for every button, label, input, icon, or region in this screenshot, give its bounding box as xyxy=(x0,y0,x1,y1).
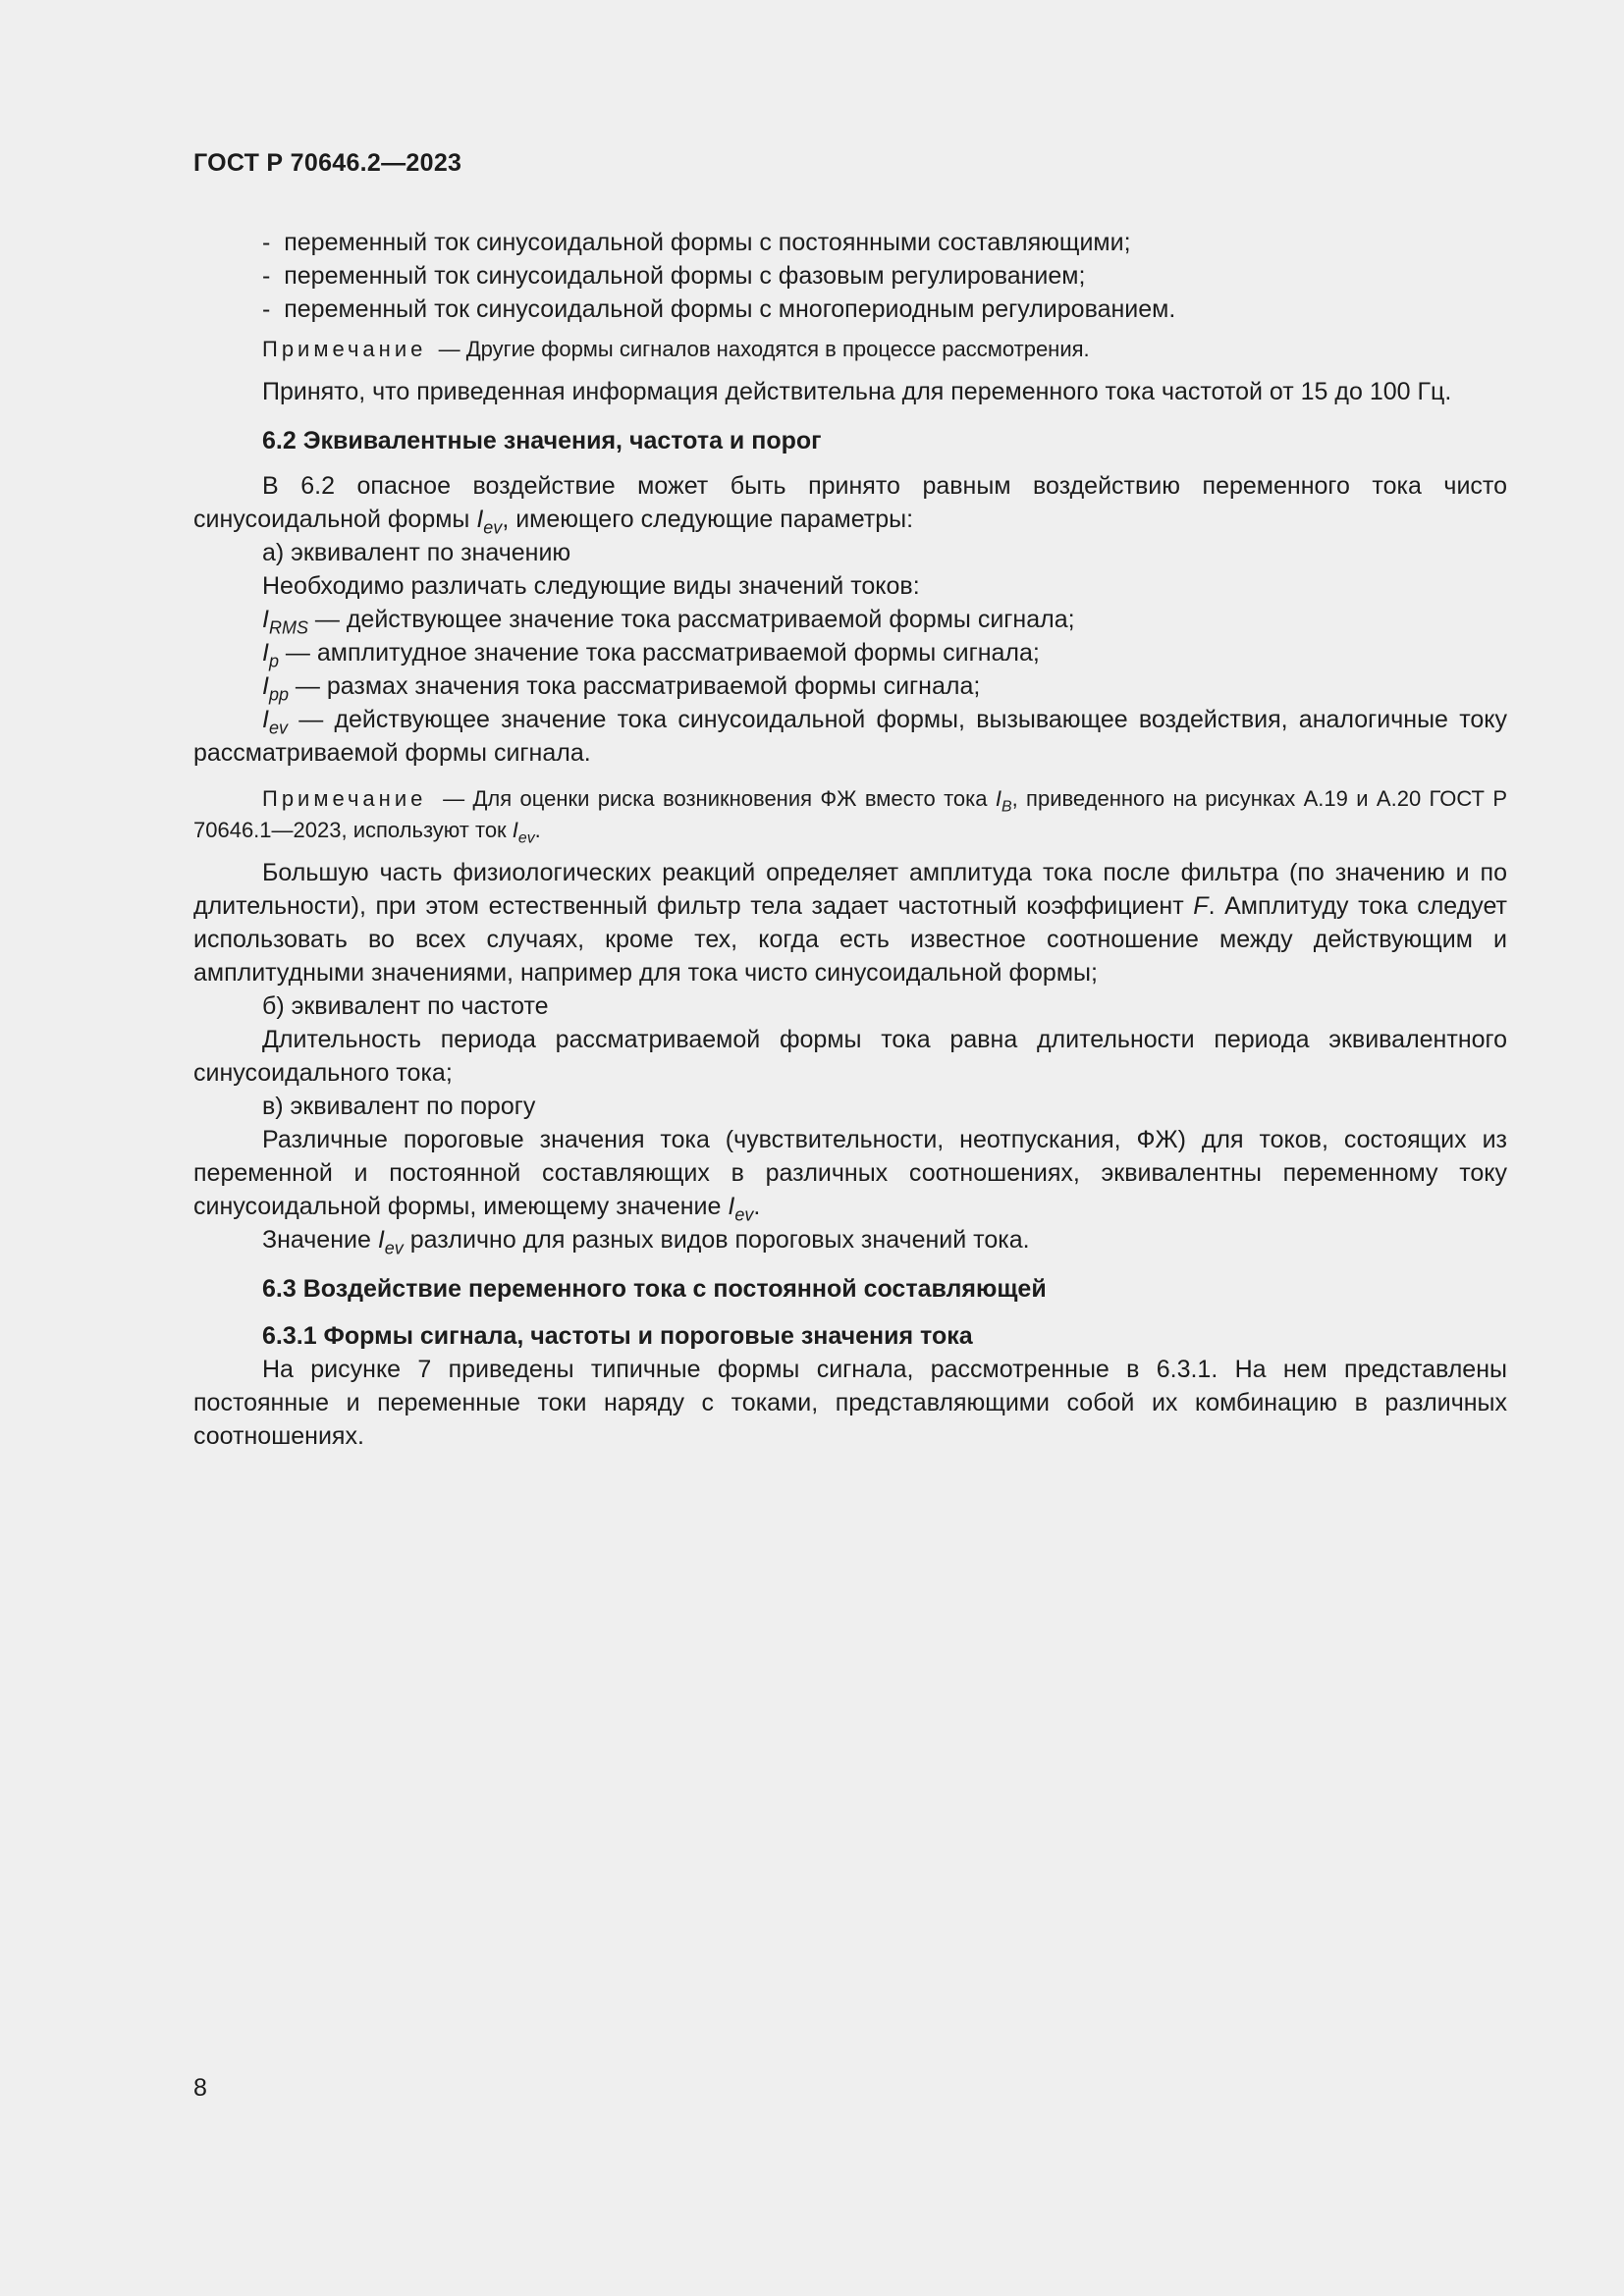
list-item-text: переменный ток синусоидальной формы с многопериодным регулированием. xyxy=(284,295,1176,323)
list-item-text: переменный ток синусоидальной формы с фазовым регулированием; xyxy=(284,262,1086,290)
list-item xyxy=(193,226,1507,259)
definition-text: — действующее значение тока рассматриваемой формы сигнала; xyxy=(307,606,1075,633)
symbol-f: F xyxy=(1193,892,1209,920)
note-label: Примечание xyxy=(262,786,427,811)
paragraph-text: Значение xyxy=(262,1226,378,1254)
list-marker: - xyxy=(262,229,271,256)
symbol-subscript: ev xyxy=(517,829,535,847)
subsection-heading-6-3-1: 6.3.1 Формы сигнала, частоты и пороговые значения тока xyxy=(262,1322,973,1350)
symbol-i: I xyxy=(262,672,269,700)
paragraph-intro xyxy=(193,469,1507,536)
paragraph-kinds: Необходимо различать следующие виды значений токов: xyxy=(262,572,920,600)
paragraph-figure: На рисунке 7 приведены типичные формы сигнала, рассмотренные в 6.3.1. На нем представлены постоянные и переменные токи наряду с токами, представляющими собой их комбинацию в различных соотношениях. xyxy=(193,1356,1507,1450)
symbol-i: I xyxy=(512,818,518,842)
note-text: . xyxy=(534,818,541,842)
note-paragraph xyxy=(193,783,1507,846)
symbol-i: I xyxy=(377,1226,385,1254)
symbol-i: I xyxy=(728,1193,735,1220)
paragraph-value xyxy=(193,1223,1507,1256)
item-b: б) эквивалент по частоте xyxy=(262,992,549,1020)
paragraph-text: Большую часть физиологических реакций определяет амплитуда тока после фильтра (по значению и по длительности), при этом естественный фильтр тела задает частотный коэффициент xyxy=(193,859,1507,920)
section-heading-6-3: 6.3 Воздействие переменного тока с постоянной составляющей xyxy=(262,1275,1047,1303)
symbol-subscript: ev xyxy=(268,718,288,738)
symbol-subscript: B xyxy=(1001,798,1012,816)
item-c: в) эквивалент по порогу xyxy=(262,1093,536,1120)
item-a: а) эквивалент по значению xyxy=(262,539,571,566)
paragraph-text: . xyxy=(753,1193,761,1220)
symbol-subscript: RMS xyxy=(268,617,308,638)
symbol-subscript: ev xyxy=(483,517,503,538)
paragraph-frequency: Принято, что приведенная информация действительна для переменного тока частотой от 15 до 100 Гц. xyxy=(262,378,1452,405)
note-label: Примечание xyxy=(262,337,427,361)
paragraph-threshold xyxy=(193,1123,1507,1223)
symbol-i: I xyxy=(262,706,269,733)
document-header: ГОСТ Р 70646.2—2023 xyxy=(193,149,462,177)
symbol-i: I xyxy=(995,786,1001,811)
list-item xyxy=(193,259,1507,293)
definition-text: — действующее значение тока синусоидальной формы, вызывающее воздействия, аналогичные току рассматриваемой формы сигнала. xyxy=(193,706,1507,767)
symbol-i: I xyxy=(262,606,269,633)
symbol-subscript: pp xyxy=(268,684,289,705)
definition-p xyxy=(193,636,1507,669)
definition-text: — амплитудное значение тока рассматриваемой формы сигнала; xyxy=(278,639,1040,667)
paragraph-period: Длительность периода рассматриваемой формы тока равна длительности периода эквивалентного синусоидального тока; xyxy=(193,1026,1507,1087)
symbol-subscript: ev xyxy=(734,1204,754,1225)
symbol-subscript: ev xyxy=(384,1238,404,1258)
note-text: — Другие формы сигналов находятся в процессе рассмотрения. xyxy=(438,337,1090,361)
paragraph-text: Различные пороговые значения тока (чувствительности, неотпускания, ФЖ) для токов, состоящих из переменной и постоянной составляющих в различных соотношениях, эквивалентны переменному току синусоидальной формы, имеющему значение xyxy=(193,1126,1507,1220)
page-number: 8 xyxy=(193,2074,207,2102)
definition-pp xyxy=(193,669,1507,703)
list-item xyxy=(193,293,1507,326)
symbol-subscript: p xyxy=(268,651,279,671)
paragraph-text: различно для разных видов пороговых значений тока. xyxy=(403,1226,1030,1254)
list-marker: - xyxy=(262,262,271,290)
note-text: , приведенного на рисунках А.19 и А.20 ГОСТ Р 70646.1—2023, используют ток xyxy=(193,786,1507,842)
paragraph-amplitude xyxy=(193,856,1507,989)
intro-text: , имеющего следующие параметры: xyxy=(502,506,914,533)
definition-ev xyxy=(193,703,1507,770)
note-paragraph xyxy=(193,334,1507,365)
list-item-text: переменный ток синусоидальной формы с постоянными составляющими; xyxy=(284,229,1131,256)
paragraph-text: . Амплитуду тока следует использовать во всех случаях, кроме тех, когда есть известное соотношение между действующим и амплитудными значениями, например для тока чисто синусоидальной формы; xyxy=(193,892,1507,987)
list-marker: - xyxy=(262,295,271,323)
definition-rms xyxy=(193,603,1507,636)
intro-text: В 6.2 опасное воздействие может быть принято равным воздействию переменного тока чисто синусоидальной формы xyxy=(193,472,1507,533)
note-text: — Для оценки риска возникновения ФЖ вместо тока xyxy=(443,786,996,811)
symbol-i: I xyxy=(476,506,484,533)
section-heading-6-2: 6.2 Эквивалентные значения, частота и порог xyxy=(262,427,822,454)
definition-text: — размах значения тока рассматриваемой формы сигнала; xyxy=(288,672,981,700)
document-body xyxy=(193,226,1507,1453)
symbol-i: I xyxy=(262,639,269,667)
